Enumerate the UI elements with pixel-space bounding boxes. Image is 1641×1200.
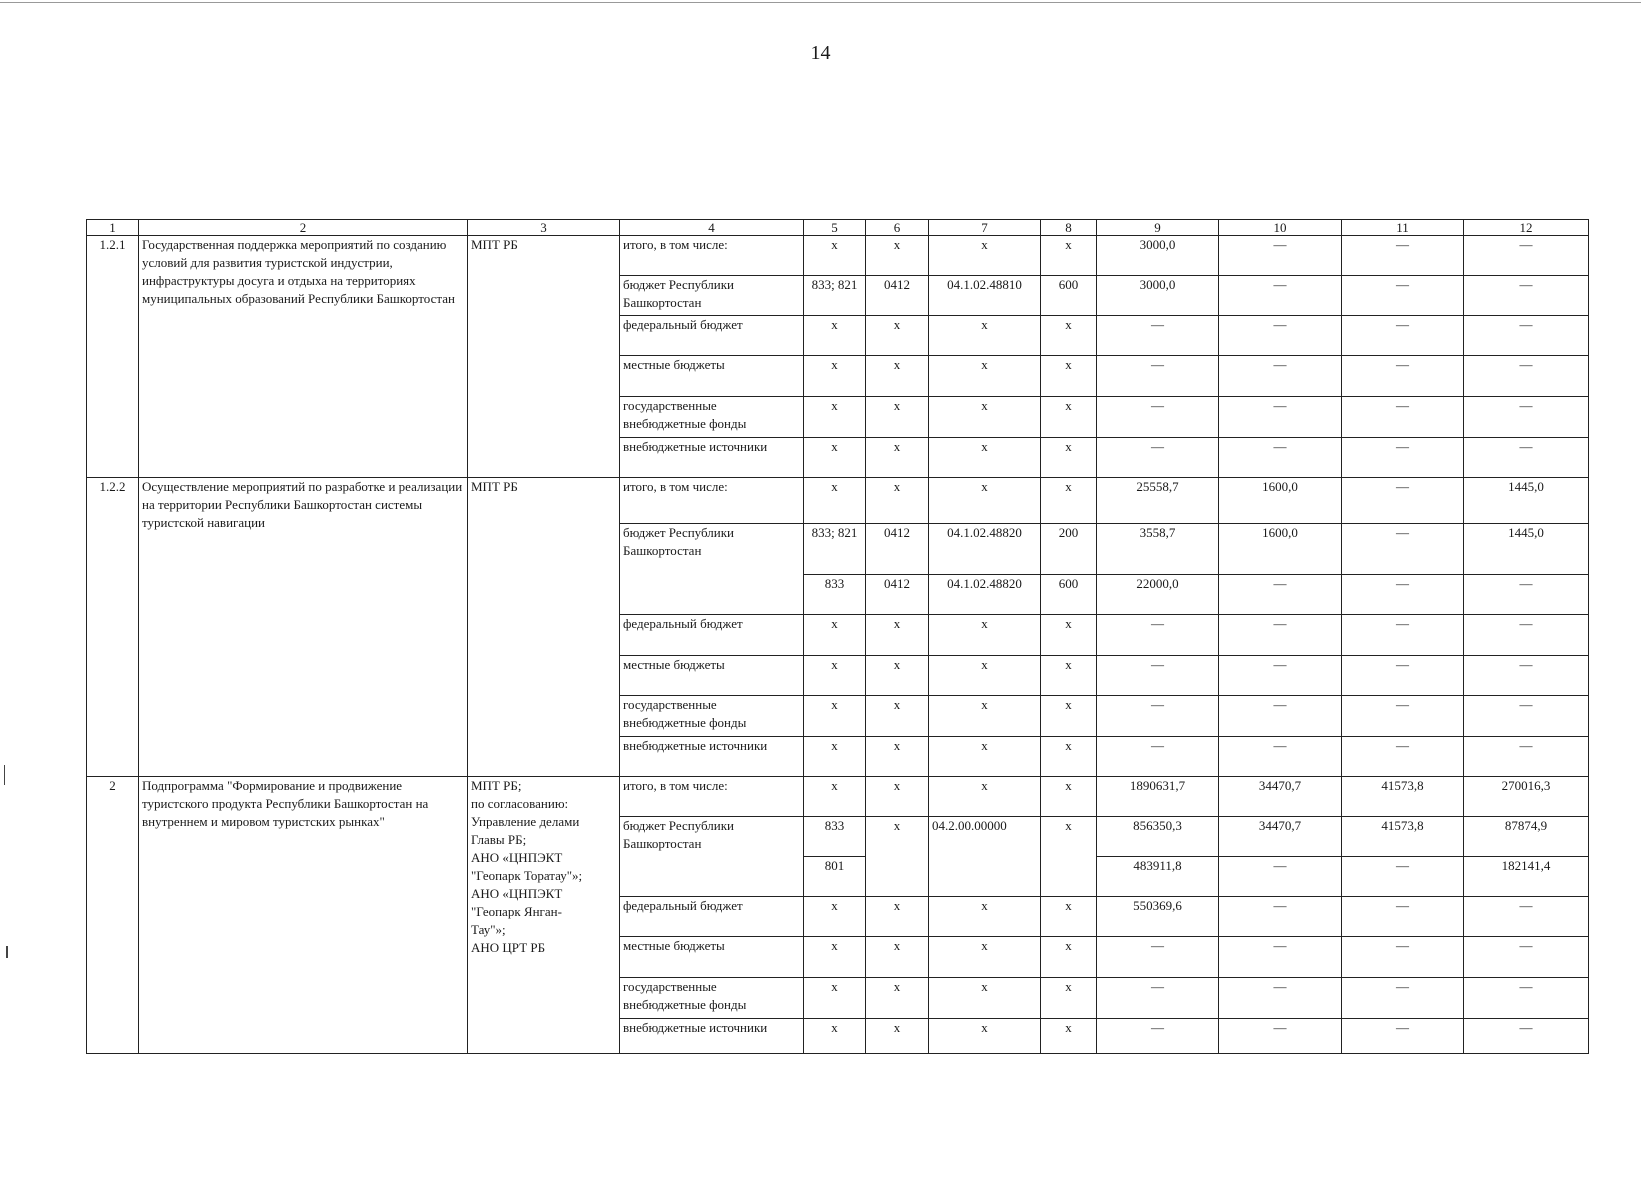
executor-line: Управление делами — [471, 814, 580, 829]
cell-grbs: х — [804, 897, 866, 937]
funding-source: государственные внебюджетные фонды — [620, 978, 804, 1019]
cell-year-2: — — [1342, 978, 1464, 1019]
cell-year-2: — — [1342, 438, 1464, 478]
table-row — [87, 777, 1589, 817]
executor-line: АНО «ЦНПЭКТ — [471, 850, 563, 865]
cell-year-1: 1600,0 — [1219, 524, 1342, 575]
cell-year-1: — — [1219, 397, 1342, 438]
cell-year-1: — — [1219, 978, 1342, 1019]
scan-top-edge — [0, 2, 1641, 3]
cell-year-2: — — [1342, 615, 1464, 656]
header-cell: 2 — [139, 220, 468, 236]
executor-line: АНО «ЦНПЭКТ — [471, 886, 563, 901]
cell-vr: х — [1041, 478, 1097, 524]
cell-year-1: — — [1219, 897, 1342, 937]
scan-mark — [6, 946, 8, 958]
funding-source: итого, в том числе: — [620, 777, 804, 817]
cell-year-2: — — [1342, 897, 1464, 937]
cell-csr: х — [929, 1019, 1041, 1054]
funding-source: внебюджетные источники — [620, 438, 804, 478]
cell-vr: х — [1041, 696, 1097, 737]
cell-year-3: 1445,0 — [1464, 478, 1589, 524]
funding-source: федеральный бюджет — [620, 897, 804, 937]
cell-year-3: — — [1464, 575, 1589, 615]
cell-csr: х — [929, 615, 1041, 656]
header-cell: 11 — [1342, 220, 1464, 236]
cell-year-3: — — [1464, 615, 1589, 656]
cell-year-2: — — [1342, 236, 1464, 276]
cell-total: 3000,0 — [1097, 276, 1219, 316]
executor-line: МПТ РБ; — [471, 778, 522, 793]
cell-year-3: — — [1464, 937, 1589, 978]
cell-grbs: 833; 821 — [804, 276, 866, 316]
cell-csr: х — [929, 737, 1041, 777]
cell-csr: х — [929, 897, 1041, 937]
cell-grbs: х — [804, 978, 866, 1019]
cell-vr: х — [1041, 777, 1097, 817]
cell-grbs: х — [804, 696, 866, 737]
cell-total: 3000,0 — [1097, 236, 1219, 276]
cell-year-1: 34470,7 — [1219, 817, 1342, 857]
cell-grbs: х — [804, 236, 866, 276]
cell-total: 483911,8 — [1097, 857, 1219, 897]
executor-line: АНО ЦРТ РБ — [471, 940, 546, 955]
cell-rzpr: х — [866, 897, 929, 937]
cell-rzpr: х — [866, 478, 929, 524]
cell-total: — — [1097, 356, 1219, 397]
cell-vr: х — [1041, 737, 1097, 777]
cell-grbs: х — [804, 438, 866, 478]
cell-vr: х — [1041, 1019, 1097, 1054]
cell-rzpr: х — [866, 937, 929, 978]
cell-rzpr: 0412 — [866, 276, 929, 316]
header-cell: 1 — [87, 220, 139, 236]
cell-grbs: 833; 821 — [804, 524, 866, 575]
cell-total: — — [1097, 1019, 1219, 1054]
cell-year-3: — — [1464, 236, 1589, 276]
header-cell: 10 — [1219, 220, 1342, 236]
cell-total: 1890631,7 — [1097, 777, 1219, 817]
funding-source: итого, в том числе: — [620, 478, 804, 524]
cell-year-3: 270016,3 — [1464, 777, 1589, 817]
header-cell: 9 — [1097, 220, 1219, 236]
cell-grbs: 833 — [804, 817, 866, 857]
cell-total: — — [1097, 656, 1219, 696]
cell-total: 22000,0 — [1097, 575, 1219, 615]
cell-grbs: х — [804, 356, 866, 397]
table-row — [87, 236, 1589, 276]
header-cell: 4 — [620, 220, 804, 236]
cell-total: 25558,7 — [1097, 478, 1219, 524]
header-cell: 5 — [804, 220, 866, 236]
cell-rzpr: х — [866, 236, 929, 276]
cell-year-1: — — [1219, 575, 1342, 615]
page-number: 14 — [810, 42, 831, 64]
header-cell: 12 — [1464, 220, 1589, 236]
column-number-row — [87, 220, 1589, 236]
cell-vr: 200 — [1041, 524, 1097, 575]
cell-year-3: 182141,4 — [1464, 857, 1589, 897]
cell-year-1: — — [1219, 276, 1342, 316]
funding-source: внебюджетные источники — [620, 1019, 804, 1054]
cell-vr: х — [1041, 937, 1097, 978]
cell-vr: х — [1041, 656, 1097, 696]
cell-year-2: — — [1342, 478, 1464, 524]
cell-vr: 600 — [1041, 276, 1097, 316]
cell-year-3: — — [1464, 276, 1589, 316]
cell-vr: х — [1041, 356, 1097, 397]
cell-year-3: 1445,0 — [1464, 524, 1589, 575]
cell-year-2: — — [1342, 1019, 1464, 1054]
cell-rzpr: 0412 — [866, 524, 929, 575]
cell-grbs: х — [804, 316, 866, 356]
cell-total: 550369,6 — [1097, 897, 1219, 937]
cell-year-3: — — [1464, 438, 1589, 478]
cell-total: — — [1097, 397, 1219, 438]
cell-year-1: — — [1219, 615, 1342, 656]
row-number: 1.2.2 — [87, 478, 139, 777]
cell-vr: х — [1041, 897, 1097, 937]
cell-csr: х — [929, 777, 1041, 817]
header-cell: 7 — [929, 220, 1041, 236]
scan-mark — [4, 765, 5, 785]
cell-year-2: — — [1342, 397, 1464, 438]
cell-year-1: 34470,7 — [1219, 777, 1342, 817]
cell-vr: х — [1041, 978, 1097, 1019]
executor-line: Тау"»; — [471, 922, 506, 937]
cell-year-2: — — [1342, 575, 1464, 615]
cell-rzpr: х — [866, 615, 929, 656]
cell-year-1: — — [1219, 737, 1342, 777]
cell-rzpr: х — [866, 356, 929, 397]
funding-source: бюджет Республики Башкортостан — [620, 817, 804, 897]
cell-csr: х — [929, 397, 1041, 438]
header-cell: 3 — [468, 220, 620, 236]
cell-vr: х — [1041, 817, 1097, 897]
cell-year-1: — — [1219, 937, 1342, 978]
cell-csr: х — [929, 438, 1041, 478]
cell-rzpr: х — [866, 656, 929, 696]
cell-year-1: — — [1219, 857, 1342, 897]
executor-line: "Геопарк Янган- — [471, 904, 562, 919]
cell-rzpr: х — [866, 817, 929, 897]
measure-title: Осуществление мероприятий по разработке и реализации на территории Республики Башкортостан системы туристской навигации — [139, 478, 468, 777]
cell-total: — — [1097, 737, 1219, 777]
funding-source: бюджет Республики Башкортостан — [620, 276, 804, 316]
funding-source: федеральный бюджет — [620, 615, 804, 656]
cell-total: — — [1097, 438, 1219, 478]
funding-source: государственные внебюджетные фонды — [620, 397, 804, 438]
cell-grbs: 801 — [804, 857, 866, 897]
executor-line: "Геопарк Торатау"»; — [471, 868, 583, 883]
cell-year-2: — — [1342, 857, 1464, 897]
executor: МПТ РБ — [468, 236, 620, 478]
funding-source: местные бюджеты — [620, 356, 804, 397]
cell-rzpr: х — [866, 978, 929, 1019]
cell-vr: х — [1041, 316, 1097, 356]
cell-grbs: х — [804, 937, 866, 978]
cell-year-1: — — [1219, 656, 1342, 696]
cell-year-2: — — [1342, 316, 1464, 356]
funding-source: внебюджетные источники — [620, 737, 804, 777]
cell-year-2: 41573,8 — [1342, 777, 1464, 817]
cell-year-3: — — [1464, 356, 1589, 397]
cell-rzpr: х — [866, 316, 929, 356]
cell-year-2: — — [1342, 356, 1464, 397]
header-cell: 8 — [1041, 220, 1097, 236]
subprogram-title: Подпрограмма "Формирование и продвижение туристского продукта Республики Башкортостан на внутреннем и мировом туристских рынках" — [139, 777, 468, 1054]
cell-year-3: — — [1464, 978, 1589, 1019]
cell-total: 3558,7 — [1097, 524, 1219, 575]
cell-year-3: — — [1464, 1019, 1589, 1054]
cell-grbs: х — [804, 478, 866, 524]
cell-vr: х — [1041, 438, 1097, 478]
cell-csr: х — [929, 937, 1041, 978]
row-number: 2 — [87, 777, 139, 1054]
cell-year-2: — — [1342, 737, 1464, 777]
cell-year-1: — — [1219, 696, 1342, 737]
cell-grbs: х — [804, 737, 866, 777]
executor-line: Главы РБ; — [471, 832, 527, 847]
row-number: 1.2.1 — [87, 236, 139, 478]
cell-csr: 04.2.00.00000 — [929, 817, 1041, 897]
cell-vr: х — [1041, 397, 1097, 438]
cell-csr: х — [929, 356, 1041, 397]
cell-total: — — [1097, 978, 1219, 1019]
cell-year-2: — — [1342, 524, 1464, 575]
cell-grbs: х — [804, 615, 866, 656]
cell-csr: 04.1.02.48820 — [929, 524, 1041, 575]
cell-year-3: — — [1464, 316, 1589, 356]
cell-csr: х — [929, 656, 1041, 696]
executor: МПТ РБ — [468, 478, 620, 777]
cell-rzpr: х — [866, 737, 929, 777]
cell-year-1: — — [1219, 236, 1342, 276]
cell-rzpr: х — [866, 1019, 929, 1054]
cell-csr: х — [929, 978, 1041, 1019]
cell-year-2: 41573,8 — [1342, 817, 1464, 857]
cell-year-3: — — [1464, 696, 1589, 737]
funding-source: местные бюджеты — [620, 937, 804, 978]
cell-year-3: — — [1464, 897, 1589, 937]
cell-csr: х — [929, 696, 1041, 737]
executor-line: по согласованию: — [471, 796, 569, 811]
cell-year-1: — — [1219, 356, 1342, 397]
cell-rzpr: х — [866, 397, 929, 438]
cell-year-2: — — [1342, 656, 1464, 696]
cell-csr: х — [929, 236, 1041, 276]
cell-csr: 04.1.02.48810 — [929, 276, 1041, 316]
cell-csr: х — [929, 316, 1041, 356]
cell-year-2: — — [1342, 696, 1464, 737]
cell-rzpr: х — [866, 777, 929, 817]
funding-source: бюджет Республики Башкортостан — [620, 524, 804, 615]
cell-year-1: — — [1219, 316, 1342, 356]
cell-rzpr: 0412 — [866, 575, 929, 615]
table-row — [87, 478, 1589, 524]
cell-vr: 600 — [1041, 575, 1097, 615]
cell-total: 856350,3 — [1097, 817, 1219, 857]
cell-total: — — [1097, 696, 1219, 737]
cell-csr: х — [929, 478, 1041, 524]
cell-year-3: — — [1464, 656, 1589, 696]
funding-source: местные бюджеты — [620, 656, 804, 696]
cell-year-3: — — [1464, 737, 1589, 777]
funding-source: итого, в том числе: — [620, 236, 804, 276]
measure-title: Государственная поддержка мероприятий по созданию условий для развития туристской индустрии, инфраструктуры досуга и отдыха на территориях муниципальных образований Республики Башкортостан — [139, 236, 468, 478]
executor — [468, 777, 620, 1054]
cell-grbs: х — [804, 777, 866, 817]
cell-grbs: х — [804, 397, 866, 438]
funding-source: федеральный бюджет — [620, 316, 804, 356]
cell-rzpr: х — [866, 438, 929, 478]
cell-year-1: — — [1219, 1019, 1342, 1054]
cell-vr: х — [1041, 615, 1097, 656]
cell-year-3: — — [1464, 397, 1589, 438]
cell-rzpr: х — [866, 696, 929, 737]
cell-year-3: 87874,9 — [1464, 817, 1589, 857]
funding-source: государственные внебюджетные фонды — [620, 696, 804, 737]
cell-csr: 04.1.02.48820 — [929, 575, 1041, 615]
cell-year-1: — — [1219, 438, 1342, 478]
cell-total: — — [1097, 316, 1219, 356]
cell-grbs: 833 — [804, 575, 866, 615]
cell-total: — — [1097, 615, 1219, 656]
cell-vr: х — [1041, 236, 1097, 276]
cell-total: — — [1097, 937, 1219, 978]
cell-year-1: 1600,0 — [1219, 478, 1342, 524]
header-cell: 6 — [866, 220, 929, 236]
financing-table — [86, 219, 1589, 1054]
cell-grbs: х — [804, 1019, 866, 1054]
cell-grbs: х — [804, 656, 866, 696]
cell-year-2: — — [1342, 937, 1464, 978]
cell-year-2: — — [1342, 276, 1464, 316]
